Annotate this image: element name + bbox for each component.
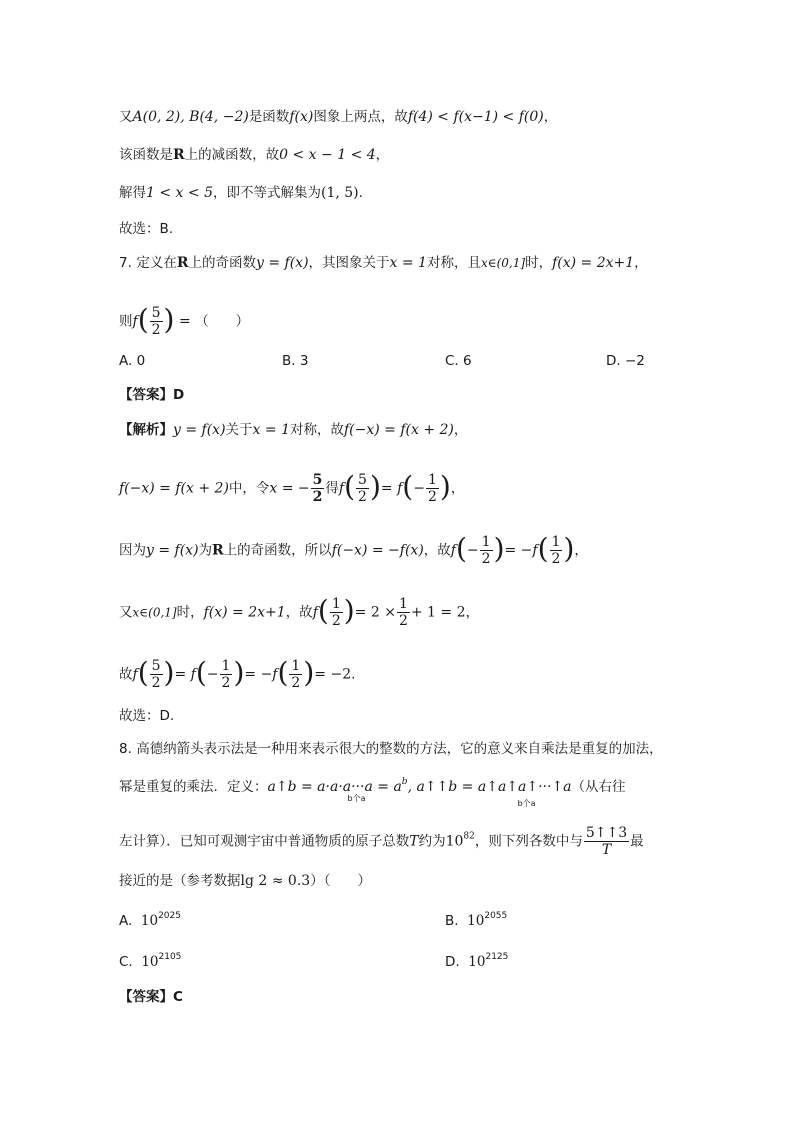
fraction xyxy=(150,658,163,691)
text: 接近的是（参考数据 xyxy=(119,873,241,889)
paren-close: ) xyxy=(439,469,451,503)
function: y = f(x) xyxy=(255,255,309,271)
text: 图象上两点，故 xyxy=(313,109,408,125)
text: ，其图象关于 xyxy=(308,255,390,271)
equation-result: = −2 xyxy=(314,666,352,683)
question-8-line-3 xyxy=(119,825,644,858)
inequality: f(4) < f(x−1) < f(0) xyxy=(407,109,544,125)
power-base: 10 xyxy=(468,954,486,970)
solution-set: (1, 5) xyxy=(320,185,359,201)
q7-option-d: D. −2 xyxy=(606,353,645,369)
equation: = f xyxy=(380,480,403,497)
definition-expression: a↑b = a·a·a···a = a xyxy=(267,779,402,795)
option-label: D. xyxy=(445,954,460,970)
minus: − xyxy=(206,666,219,683)
text: （从右往 xyxy=(571,779,626,795)
numerator: 1 xyxy=(398,596,408,612)
function-definition: f(x) = 2x+1 xyxy=(552,255,635,271)
fraction xyxy=(550,534,563,567)
minus: − xyxy=(466,542,479,559)
paren-close: ) xyxy=(163,655,175,689)
text: 左计算）．已知可观测宇宙中普通物质的原子总数 xyxy=(119,833,410,850)
fraction xyxy=(356,472,369,505)
paren-open: ( xyxy=(277,655,289,689)
definition-2 xyxy=(407,777,572,808)
text: 上的奇函数 xyxy=(188,255,256,271)
paren-open: ( xyxy=(137,655,149,689)
q7-option-b: B. 3 xyxy=(282,353,309,369)
exponent: 2105 xyxy=(158,952,182,962)
numerator: 1 xyxy=(331,596,341,612)
question-8-line-2 xyxy=(119,772,626,808)
fraction xyxy=(311,472,325,505)
paren-open: ( xyxy=(317,593,329,627)
points: A(0, 2), B(4, −2) xyxy=(132,109,249,125)
text: 对称，故 xyxy=(289,422,344,438)
text: 关于 xyxy=(225,422,253,438)
power-base: 10 xyxy=(141,954,159,970)
question-number: 7. xyxy=(119,255,132,271)
underbrace-note: b个a xyxy=(517,799,536,808)
paren-close: ) xyxy=(303,655,315,689)
paren-open: ( xyxy=(455,531,467,565)
numerator: 5 xyxy=(358,472,367,488)
text: ， xyxy=(453,422,468,438)
q8-option-b xyxy=(445,911,507,929)
option-label: A. xyxy=(119,913,133,929)
numerator: 1 xyxy=(427,472,437,488)
text: 约为 xyxy=(418,833,446,850)
choice-line: 故选：B. xyxy=(119,221,174,237)
denominator: 2 xyxy=(551,551,561,567)
paren-close: ) xyxy=(343,593,355,627)
q8-option-a xyxy=(119,911,181,929)
text: ，故 xyxy=(423,542,451,559)
question-number: 8. xyxy=(119,741,132,757)
option-label: C. xyxy=(119,954,133,970)
denominator: 2 xyxy=(358,489,367,505)
numerator: 1 xyxy=(481,534,491,550)
equation: f(−x) = f(x + 2) xyxy=(119,480,229,497)
denominator: 2 xyxy=(331,613,341,629)
denominator: 2 xyxy=(481,551,491,567)
text: 则 xyxy=(119,313,133,330)
real-set: R xyxy=(176,255,189,271)
equation: f(−x) = f(x + 2) xyxy=(343,422,454,438)
text: ，则下列各数中与 xyxy=(474,833,583,850)
equation: f(−x) = −f(x) xyxy=(331,542,424,559)
real-set: R xyxy=(173,147,185,163)
text: 中，令 xyxy=(228,480,270,497)
domain: x∈(0,1] xyxy=(480,256,526,270)
text: 幂是重复的乘法．定义： xyxy=(119,779,268,795)
text: 上的减函数，故 xyxy=(184,147,280,163)
text: ， xyxy=(543,109,558,125)
denominator: 2 xyxy=(151,322,161,338)
function-symbol: f xyxy=(132,313,138,330)
equals: = xyxy=(178,313,191,330)
function-symbol: f xyxy=(450,542,456,559)
text: 最 xyxy=(630,833,644,850)
solution-line-2 xyxy=(119,145,389,165)
numerator: 5 xyxy=(151,305,161,321)
q7-explanation-line-3 xyxy=(119,531,588,567)
q7-explanation-line-4 xyxy=(119,593,480,629)
text: 该函数是 xyxy=(119,147,173,163)
paren-close: ) xyxy=(563,531,575,565)
question-7-line-2 xyxy=(119,302,250,338)
minus: − xyxy=(413,480,425,497)
denominator: 2 xyxy=(312,489,323,505)
text: 又 xyxy=(119,109,133,125)
text: 解得 xyxy=(119,185,146,201)
function-symbol: f xyxy=(132,666,138,683)
text: ，故 xyxy=(285,604,313,621)
question-8-line-1 xyxy=(119,739,663,759)
equation: = 2 × xyxy=(354,604,396,621)
paren-open: ( xyxy=(195,655,207,689)
numerator: 1 xyxy=(291,658,301,674)
text: 因为 xyxy=(119,542,146,559)
text: 是函数 xyxy=(248,109,290,125)
function-symbol: f xyxy=(338,480,345,497)
underbrace-note: b个a xyxy=(347,794,366,803)
denominator: 2 xyxy=(221,675,231,691)
function: y = f(x) xyxy=(173,422,226,438)
equation: = f xyxy=(174,666,196,683)
paren-open: ( xyxy=(137,302,149,336)
fraction xyxy=(150,305,163,338)
fraction xyxy=(397,596,410,629)
question-7-line-1 xyxy=(119,253,648,273)
function-definition: f(x) = 2x+1 xyxy=(203,604,286,621)
paren-close: ) xyxy=(493,531,505,565)
text: ， xyxy=(465,604,480,621)
equation: = −f xyxy=(244,666,278,683)
numerator: 5 xyxy=(312,472,323,488)
q7-choice: 故选：D. xyxy=(119,708,175,724)
text: ， xyxy=(574,542,588,559)
text: 高德纳箭头表示法是一种用来表示很大的整数的方法，它的意义来自乘法是重复的加法， xyxy=(136,741,663,757)
fraction xyxy=(426,472,439,505)
q7-option-a: A. 0 xyxy=(119,353,146,369)
exponent: b xyxy=(401,777,408,787)
text: ）（ ） xyxy=(310,873,371,889)
variable: T xyxy=(409,833,419,850)
symmetry-axis: x = 1 xyxy=(252,422,290,438)
text: 为 xyxy=(198,542,213,559)
inequality: 0 < x − 1 < 4 xyxy=(279,147,376,163)
denominator: 2 xyxy=(291,675,301,691)
domain: x∈(0,1] xyxy=(132,605,177,620)
text: 得 xyxy=(325,480,339,497)
q7-explanation-line-5 xyxy=(119,655,356,691)
function: y = f(x) xyxy=(146,542,199,559)
power-base: 10 xyxy=(445,833,464,850)
numerator: 1 xyxy=(221,658,231,674)
exponent: 82 xyxy=(463,831,475,842)
question-8-line-4 xyxy=(119,871,371,891)
denominator: 2 xyxy=(398,613,408,629)
numerator: 5 xyxy=(151,658,161,674)
q8-option-d xyxy=(445,952,508,970)
text: ， xyxy=(450,480,465,497)
symmetry-axis: x = 1 xyxy=(389,255,427,271)
inequality: 1 < x < 5 xyxy=(146,185,213,201)
exponent: 2125 xyxy=(485,952,509,962)
solution-line-3 xyxy=(119,183,363,203)
definition-expression: , a↑↑b = a↑a↑a↑···↑a xyxy=(407,779,572,795)
fraction xyxy=(330,596,343,629)
fraction xyxy=(289,658,302,691)
q7-option-c: C. 6 xyxy=(445,353,472,369)
text: ， xyxy=(375,147,390,163)
text: . xyxy=(358,185,363,201)
numerator: 1 xyxy=(551,534,561,550)
definition-1 xyxy=(267,772,408,803)
denominator: 2 xyxy=(427,489,437,505)
text: 时， xyxy=(176,604,204,621)
explanation-label: 【解析】 xyxy=(119,422,173,438)
text: 时， xyxy=(525,255,553,271)
fraction xyxy=(584,825,629,858)
paren-open: ( xyxy=(402,469,414,503)
fraction xyxy=(480,534,493,567)
denominator: T xyxy=(601,842,612,858)
paren-close: ) xyxy=(233,655,245,689)
function-symbol: f xyxy=(312,604,318,621)
text: ，即不等式解集为 xyxy=(212,185,321,201)
q8-option-c xyxy=(119,952,181,970)
paren-open: ( xyxy=(537,531,549,565)
power-base: 10 xyxy=(467,913,485,929)
paren-close: ) xyxy=(163,302,175,336)
equation-result: + 1 = 2 xyxy=(410,604,466,621)
variable: x = − xyxy=(269,480,310,497)
q7-explanation-line-1 xyxy=(119,420,467,440)
text: 又 xyxy=(119,604,133,621)
q7-answer: 【答案】D xyxy=(119,387,185,403)
solution-line-1 xyxy=(119,107,557,127)
text: 对称，且 xyxy=(426,255,481,271)
paren-close: ) xyxy=(369,469,381,503)
paren-open: ( xyxy=(344,469,356,503)
exponent: 2025 xyxy=(158,911,181,921)
answer-blank: （ ） xyxy=(195,313,250,330)
numerator: 5↑↑3 xyxy=(585,825,628,841)
text: 上的奇函数，所以 xyxy=(223,542,332,559)
text: ， xyxy=(634,255,648,271)
equation: = −f xyxy=(504,542,538,559)
q8-answer: 【答案】C xyxy=(119,989,183,1005)
exponent: 2055 xyxy=(484,911,508,921)
fraction xyxy=(220,658,233,691)
text: 定义在 xyxy=(136,255,177,271)
power-base: 10 xyxy=(140,913,159,929)
text: 故 xyxy=(119,666,133,683)
function: f(x) xyxy=(289,109,314,125)
q7-explanation-line-2 xyxy=(119,469,465,505)
real-set: R xyxy=(212,542,224,559)
option-label: B. xyxy=(445,913,459,929)
reference-data: lg 2 ≈ 0.3 xyxy=(240,873,311,889)
text: . xyxy=(351,666,356,683)
denominator: 2 xyxy=(151,675,161,691)
